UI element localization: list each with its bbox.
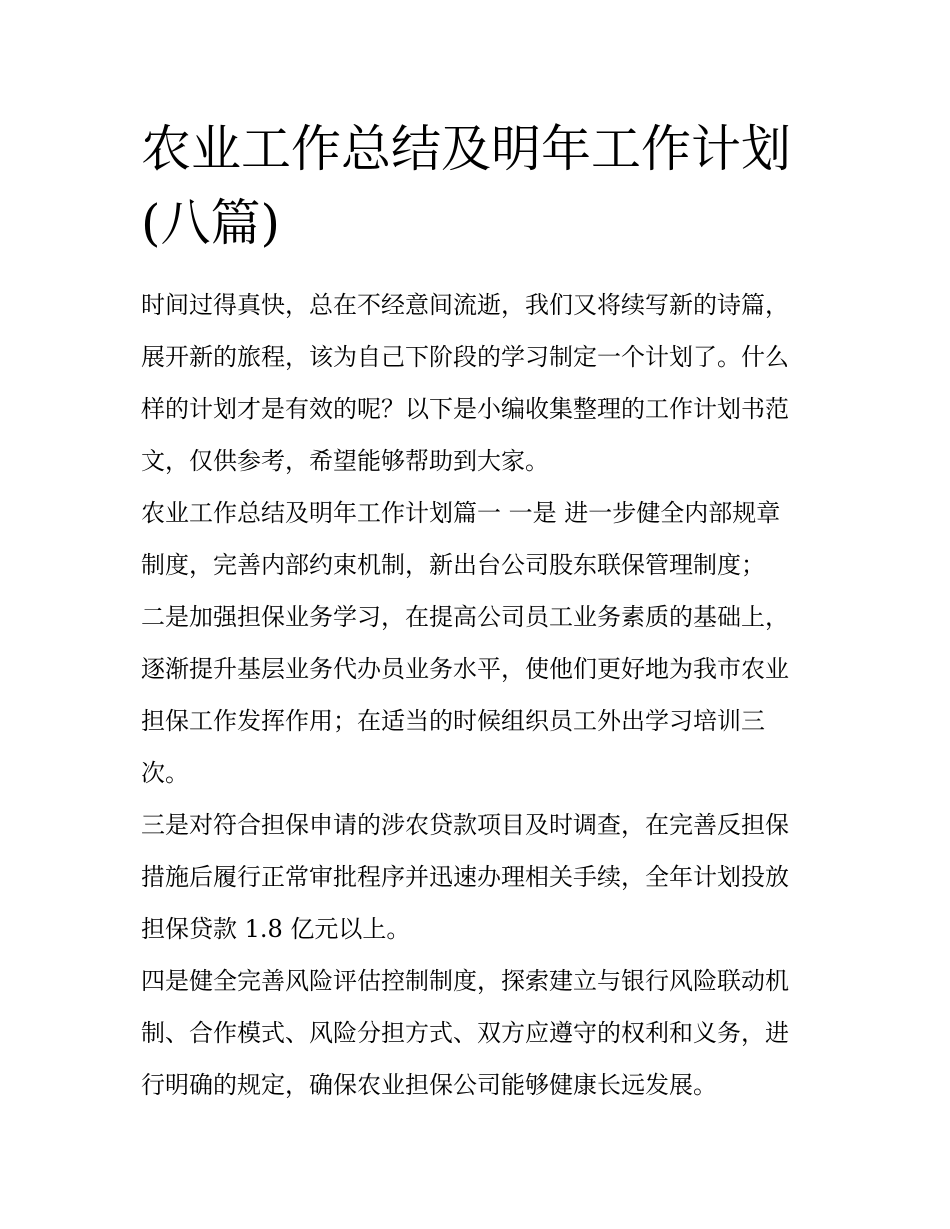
paragraph-item-3	[141, 799, 819, 955]
text-line: 时间过得真快，总在不经意间流逝，我们又将续写新的诗篇，	[141, 291, 789, 319]
text-line: 担保贷款 1.8 亿元以上。	[141, 915, 411, 943]
text-line: 制、合作模式、风险分担方式、双方应遵守的权利和义务，进	[141, 1019, 789, 1047]
paragraph-intro	[141, 279, 819, 487]
text-line: 行明确的规定，确保农业担保公司能够健康长远发展。	[141, 1071, 717, 1099]
text-line: 农业工作总结及明年工作计划篇一 一是 进一步健全内部规章	[141, 499, 781, 527]
text-line: 担保工作发挥作用；在适当的时候组织员工外出学习培训三	[141, 707, 765, 735]
text-line: 三是对符合担保申请的涉农贷款项目及时调查，在完善反担保	[141, 811, 789, 839]
text-line: 二是加强担保业务学习，在提高公司员工业务素质的基础上，	[141, 603, 789, 631]
text-line: 样的计划才是有效的呢？以下是小编收集整理的工作计划书范	[141, 395, 789, 423]
text-line: 次。	[141, 759, 189, 787]
text-line: 措施后履行正常审批程序并迅速办理相关手续，全年计划投放	[141, 863, 789, 891]
document-body	[141, 279, 819, 1111]
text-line: 文，仅供参考，希望能够帮助到大家。	[141, 447, 549, 475]
text-line: 逐渐提升基层业务代办员业务水平，使他们更好地为我市农业	[141, 655, 789, 683]
paragraph-item-2	[141, 591, 819, 799]
paragraph-item-4	[141, 955, 819, 1111]
text-line: 制度，完善内部约束机制，新出台公司股东联保管理制度；	[141, 551, 765, 579]
text-line: 展开新的旅程，该为自己下阶段的学习制定一个计划了。什么	[141, 343, 789, 371]
title-line: 农业工作总结及明年工作计划	[141, 120, 791, 178]
paragraph-item-1	[141, 487, 819, 591]
document-title	[141, 112, 831, 260]
title-line: (八篇)	[141, 194, 281, 252]
text-line: 四是健全完善风险评估控制制度，探索建立与银行风险联动机	[141, 967, 789, 995]
